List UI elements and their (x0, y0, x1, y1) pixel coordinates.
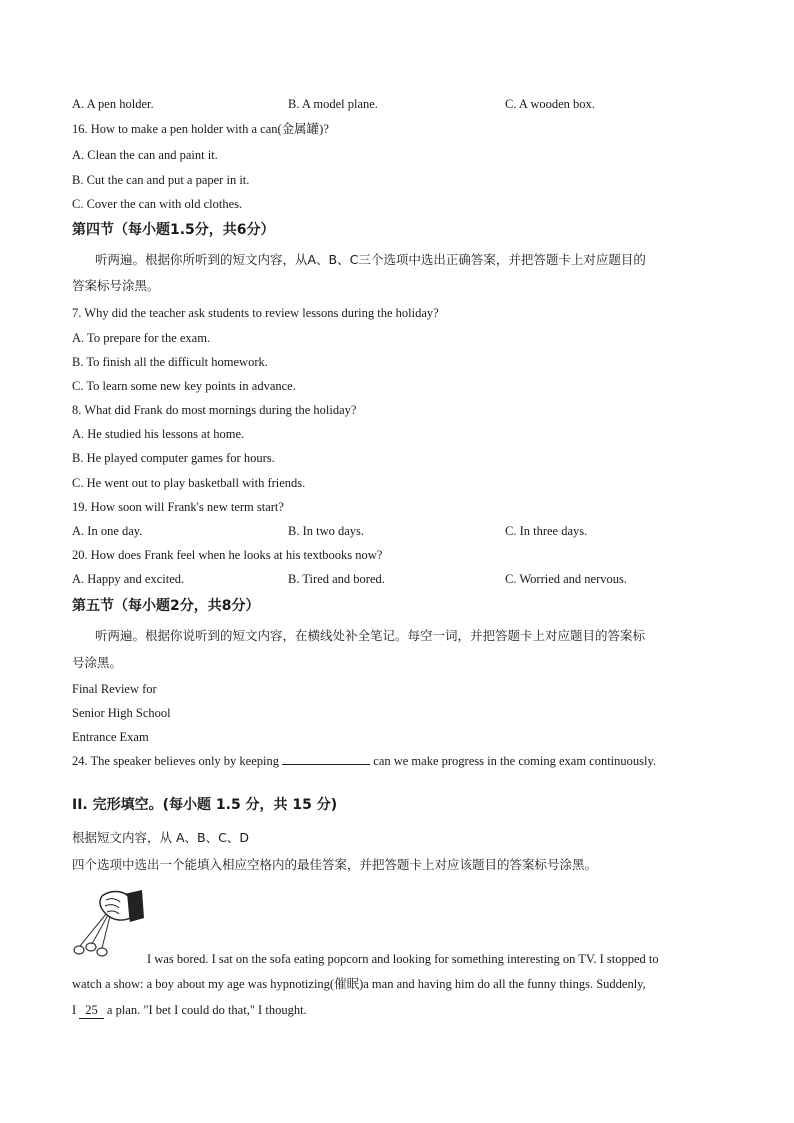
q16-option-c: C. Cover the can with old clothes. (72, 197, 243, 211)
passage-line-3-after: a plan. "I bet I could do that," I thought. (103, 1003, 307, 1017)
q18-option-b: B. He played computer games for hours. (72, 451, 275, 465)
notes-line-1: Final Review for (72, 682, 157, 696)
q15-option-a: A. A pen holder. (72, 97, 154, 111)
section5-instruction-2: 号涂黑。 (72, 655, 123, 670)
q19-option-c: C. In three days. (505, 524, 588, 538)
q19-option-a: A. In one day. (72, 524, 143, 538)
section5-instruction-1: 听两遍。根据你说听到的短文内容，在横线处补全笔记。每空一词，并把答题卡上对应题目的答案标 (95, 628, 646, 643)
blank-25: 25 (79, 1002, 104, 1019)
q24-answer-blank (282, 764, 370, 765)
q20-option-c: C. Worried and nervous. (505, 572, 628, 586)
part2-heading: II. 完形填空。(每小题 1.5 分，共 15 分) (72, 797, 338, 813)
q24-text-before: 24. The speaker believes only by keeping (72, 754, 283, 768)
q20-question: 20. How does Frank feel when he looks at his textbooks now? (72, 548, 383, 562)
section4-instruction-2: 答案标号涂黑。 (72, 278, 160, 293)
q24-question (72, 753, 656, 769)
q15-option-b: B. A model plane. (288, 97, 378, 111)
hypnosis-pendulum-illustration (72, 888, 148, 958)
q19-option-b: B. In two days. (288, 524, 365, 538)
q16-option-b: B. Cut the can and put a paper in it. (72, 173, 250, 187)
section4-heading: 第四节（每小题1.5分，共6分） (72, 222, 275, 238)
part2-instruction-1: 根据短文内容，从 A、B、C、D (72, 830, 249, 845)
q24-text-after: can we make progress in the coming exam continuously. (370, 754, 657, 768)
passage-line-3 (72, 1002, 307, 1019)
q16-option-a: A. Clean the can and paint it. (72, 148, 218, 162)
part2-instruction-2: 四个选项中选出一个能填入相应空格内的最佳答案，并把答题卡上对应该题目的答案标号涂黑。 (72, 857, 598, 872)
passage-line-3-before: I (72, 1003, 80, 1017)
notes-line-2: Senior High School (72, 706, 171, 720)
q16-question: 16. How to make a pen holder with a can(金属罐)? (72, 122, 329, 136)
q17-option-c: C. To learn some new key points in advance. (72, 379, 296, 393)
q19-question: 19. How soon will Frank's new term start? (72, 500, 284, 514)
q17-option-b: B. To finish all the difficult homework. (72, 355, 268, 369)
section4-instruction-1: 听两遍。根据你所听到的短文内容，从A、B、C三个选项中选出正确答案，并把答题卡上对应题目的 (95, 252, 646, 267)
q17-option-a: A. To prepare for the exam. (72, 331, 211, 345)
passage-line-2: watch a show: a boy about my age was hypnotizing(催眠)a man and having him do all the funny things. Suddenly, (72, 977, 646, 991)
q18-question: 8. What did Frank do most mornings during the holiday? (72, 403, 357, 417)
q15-option-c: C. A wooden box. (505, 97, 595, 111)
q17-question: 7. Why did the teacher ask students to review lessons during the holiday? (72, 306, 439, 320)
q18-option-c: C. He went out to play basketball with friends. (72, 476, 306, 490)
q18-option-a: A. He studied his lessons at home. (72, 427, 245, 441)
passage-line-1: I was bored. I sat on the sofa eating popcorn and looking for something interesting on TV. I stopped to (147, 952, 659, 966)
q20-option-a: A. Happy and excited. (72, 572, 185, 586)
section5-heading: 第五节（每小题2分，共8分） (72, 598, 260, 614)
q20-option-b: B. Tired and bored. (288, 572, 385, 586)
notes-line-3: Entrance Exam (72, 730, 149, 744)
